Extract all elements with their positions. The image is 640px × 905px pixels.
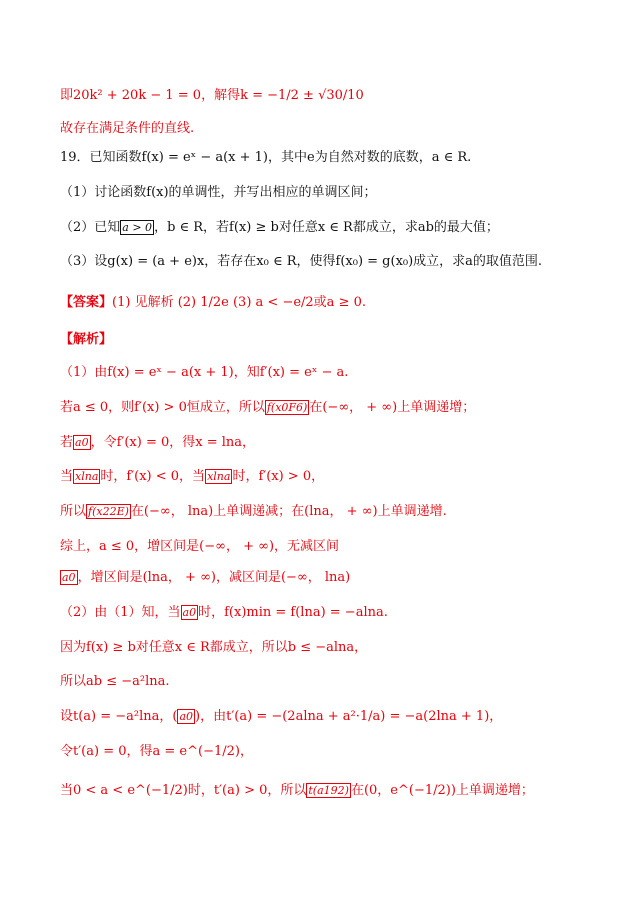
- text: 在(−∞， + ∞)上单调递增；: [309, 400, 476, 415]
- question-part-3: [60, 250, 542, 269]
- text: 所以ab ≤ −a²lna.: [60, 674, 170, 689]
- text: （2）已知: [60, 220, 121, 235]
- solution-line-8: [60, 601, 388, 620]
- solution-line-3: [60, 431, 255, 450]
- boxed-formula: xlna: [75, 470, 99, 483]
- text: 若: [60, 435, 74, 450]
- boxed-formula: a0: [182, 606, 197, 619]
- text: （1）由f(x) = eˣ − a(x + 1)，知f′(x) = eˣ − a.: [60, 365, 349, 380]
- text: （2）由（1）知，当: [60, 605, 181, 620]
- text: 当0 < a < e^(−1/2)时，t′(a) > 0，所以: [60, 783, 307, 798]
- solution-line-2: [60, 396, 475, 415]
- text: 【解析】: [60, 332, 113, 347]
- solution-line-11: [60, 705, 502, 724]
- question-part-2: [60, 216, 499, 235]
- boxed-formula: xlna: [207, 470, 231, 483]
- solution-line-5: [60, 500, 447, 519]
- text: 时，f′(x) > 0，: [232, 469, 325, 484]
- text: 故存在满足条件的直线.: [60, 121, 195, 136]
- text: ，增区间是(lna， + ∞)，减区间是(−∞， lna): [77, 570, 351, 585]
- solution-line-1: [60, 361, 348, 380]
- boxed-formula: a > 0: [122, 221, 153, 234]
- text: )，由t′(a) = −(2alna + a²·1/a) = −a(2lna + 1)，: [195, 709, 503, 724]
- question-19: [60, 146, 471, 165]
- text: 综上，a ≤ 0，增区间是(−∞， + ∞)，无减区间: [60, 539, 340, 554]
- text: （1）讨论函数f(x)的单调性，并写出相应的单调区间；: [60, 185, 377, 200]
- text: 19．已知函数f(x) = eˣ − a(x + 1)，其中e为自然对数的底数，a ∈ R.: [60, 150, 472, 165]
- text: 设t(a) = −a²lna，(: [60, 709, 178, 724]
- answer-line: [60, 291, 366, 310]
- equation-line: [60, 84, 364, 103]
- boxed-formula: a0: [62, 571, 76, 584]
- text: ，b ∈ R，若f(x) ≥ b对任意x ∈ R都成立，求ab的最大值；: [154, 220, 499, 235]
- boxed-formula: f(x0F6): [266, 401, 308, 414]
- boxed-formula: a0: [179, 710, 194, 723]
- solution-line-4: [60, 465, 324, 484]
- answer-text: (1) 见解析 (2) 1/2e (3) a < −e/2或a ≥ 0.: [112, 295, 366, 310]
- text: 在(−∞， lna)上单调递减；在(lna， + ∞)上单调递增.: [130, 504, 447, 519]
- solution-line-13: [60, 779, 534, 798]
- analysis-label: [60, 328, 112, 347]
- boxed-formula: t(a192): [308, 784, 349, 797]
- solution-line-6: [60, 535, 339, 554]
- text: 时，f′(x) < 0，当: [100, 469, 206, 484]
- text: 即20k² + 20k − 1 = 0，解得k = −1/2 ± √30/10: [60, 88, 364, 103]
- answer-label: 【答案】: [60, 295, 113, 310]
- solution-line-7: [60, 566, 350, 585]
- text: 当: [60, 469, 74, 484]
- boxed-formula: f(x22E): [88, 505, 129, 518]
- text: 若a ≤ 0，则f′(x) > 0恒成立，所以: [60, 400, 265, 415]
- solution-line-9: [60, 636, 367, 655]
- text: 时，f(x)min = f(lna) = −alna.: [198, 605, 388, 620]
- solution-line-12: [60, 740, 253, 759]
- text: （3）设g(x) = (a + e)x，若存在x₀ ∈ R，使得f(x₀) = g(x₀)成立，求a的取值范围.: [60, 254, 543, 269]
- text: 令t′(a) = 0，得a = e^(−1/2)，: [60, 744, 253, 759]
- question-part-1: [60, 181, 377, 200]
- boxed-formula: a0: [75, 436, 89, 449]
- text: 因为f(x) ≥ b对任意x ∈ R都成立，所以b ≤ −alna，: [60, 640, 368, 655]
- text: 所以: [60, 504, 87, 519]
- conclusion-line: [60, 117, 194, 136]
- text: 在(0，e^(−1/2))上单调递增；: [350, 783, 534, 798]
- solution-line-10: [60, 670, 170, 689]
- text: ，令f′(x) = 0，得x = lna，: [90, 435, 256, 450]
